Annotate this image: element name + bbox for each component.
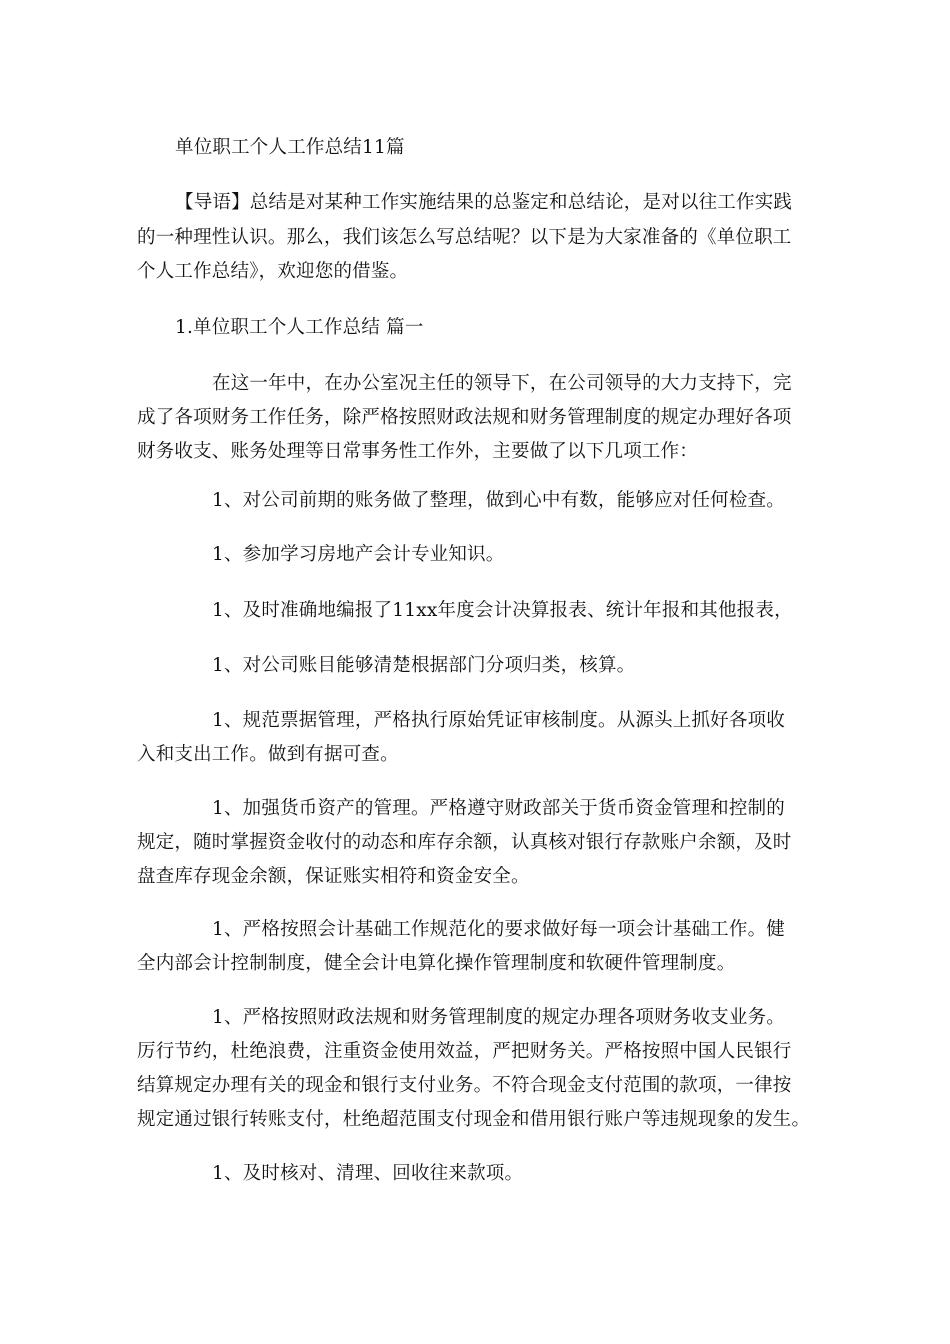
list-item: 1、及时准确地编报了11xx年度会计决算报表、统计年报和其他报表， [212,600,793,621]
list-item-continuation: 规定，随时掌握资金收付的动态和库存余额，认真核对银行存款账户余额，及时 [137,832,792,853]
list-item: 1、加强货币资产的管理。严格遵守财政部关于货币资金管理和控制的 [212,798,785,819]
paragraph-line: 在这一年中，在办公室况主任的领导下，在公司领导的大力支持下，完 [212,373,792,394]
list-item: 1、规范票据管理，严格执行原始凭证审核制度。从源头上抓好各项收 [212,710,785,731]
list-item: 1、对公司前期的账务做了整理，做到心中有数，能够应对任何检查。 [212,490,785,511]
list-item-continuation: 厉行节约，杜绝浪费，注重资金使用效益，严把财务关。严格按照中国人民银行 [137,1041,792,1062]
intro-line: 的一种理性认识。那么，我们该怎么写总结呢？以下是为大家准备的《单位职工 [137,227,792,248]
list-item-continuation: 盘查库存现金余额，保证账实相符和资金安全。 [137,866,530,887]
list-item: 1、严格按照会计基础工作规范化的要求做好每一项会计基础工作。健 [212,919,785,940]
list-item: 1、对公司账目能够清楚根据部门分项归类，核算。 [212,655,636,676]
intro-line: 【导语】总结是对某种工作实施结果的总鉴定和总结论，是对以往工作实践 [175,192,793,213]
paragraph-line: 成了各项财务工作任务，除严格按照财政法规和财务管理制度的规定办理好各项 [137,407,792,428]
list-item: 1、严格按照财政法规和财务管理制度的规定办理各项财务收支业务。 [212,1007,785,1028]
list-item-continuation: 规定通过银行转账支付，杜绝超范围支付现金和借用银行账户等违规现象的发生。 [137,1109,811,1130]
document-title: 单位职工个人工作总结11篇 [175,137,405,158]
list-item: 1、参加学习房地产会计专业知识。 [212,544,505,565]
list-item-continuation: 入和支出工作。做到有据可查。 [137,744,399,765]
intro-line: 个人工作总结》，欢迎您的借鉴。 [137,261,409,282]
list-item-continuation: 结算规定办理有关的现金和银行支付业务。不符合现金支付范围的款项，一律按 [137,1075,792,1096]
paragraph-line: 财务收支、账务处理等日常事务性工作外，主要做了以下几项工作： [137,441,699,462]
list-item: 1、及时核对、清理、回收往来款项。 [212,1163,524,1184]
section-heading: 1.单位职工个人工作总结 篇一 [175,317,424,338]
list-item-continuation: 全内部会计控制制度，健全会计电算化操作管理制度和软硬件管理制度。 [137,953,736,974]
